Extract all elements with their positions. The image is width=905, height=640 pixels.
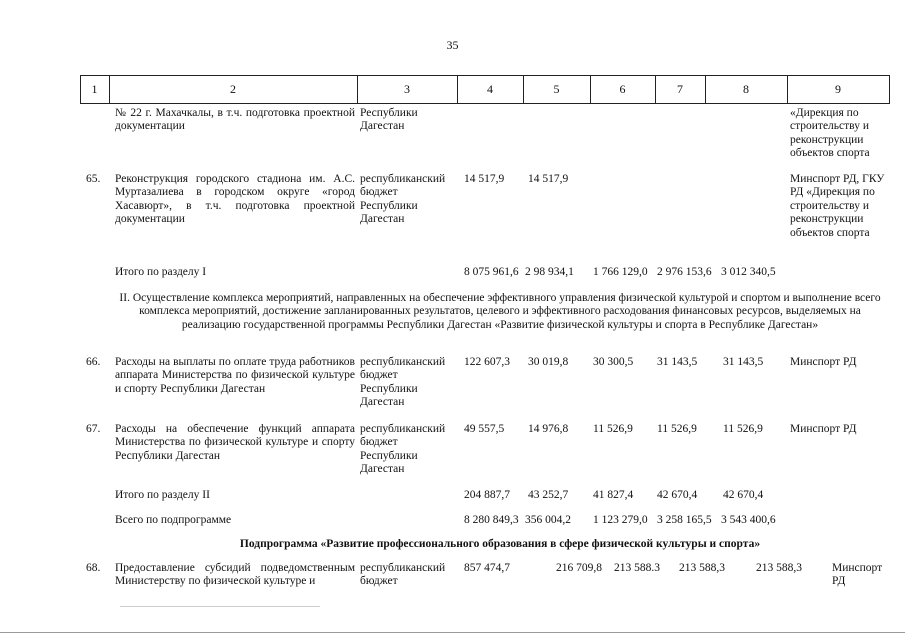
row-66-source: республиканский бюджет Республики Дагестан [360,356,446,409]
row-68-value-6: 213 588.3 [614,562,660,574]
row-66-number: 66. [86,356,101,368]
section-2-heading: II. Осуществление комплекса мероприятий, направленных на обеспечение эффективного управления физической культурой и спортом и выполнение всего комплекса мероприятий, достижение запланированных результатов, целевого и эффективного расходования финансовых ресурсов, выделяемых на реализацию государственной программы Республики Дагестан «Развитие физической культуры и спорта в Республике Дагестан» [119,292,881,331]
header-col-7: 7 [677,82,683,96]
scan-artifact-line [120,606,320,607]
row-65-executor: Минспорт РД, ГКУ РД «Дирекция по строительству и реконструкции объектов спорта [790,173,885,239]
scan-artifact-line [0,632,905,633]
row-65-name: Реконструкция городского стадиона им. А.С. Муртазалиева в городском округе «город Хасавюрт», в т.ч. подготовка проектной документации [115,173,355,226]
row-67-value-5: 14 976,8 [528,423,569,435]
row-68-executor: Минспорт РД [832,562,883,588]
total-section-1-value-7: 2 976 153,6 [657,266,712,278]
row-68-value-7: 213 588,3 [679,562,725,574]
total-subprogram-label: Всего по подпрограмме [115,514,232,526]
row-67-value-7: 11 526,9 [657,423,697,435]
total-subprogram-value-4: 8 280 849,3 [464,514,519,526]
total-subprogram-value-8: 3 543 400,6 [721,514,776,526]
total-subprogram-value-6: 1 123 279,0 [593,514,648,526]
row-67-value-8: 11 526,9 [723,423,763,435]
row-68-value-5: 216 709,8 [556,562,602,574]
row-prev-source: Республики Дагестан [360,107,418,133]
total-section-2-value-5: 43 252,7 [528,489,569,501]
row-68-name: Предоставление субсидий подведомственным Министерству по физической культуре и [115,562,355,588]
header-col-8: 8 [743,82,749,96]
header-col-6: 6 [619,82,626,96]
total-section-1-value-8: 3 012 340,5 [721,266,776,278]
row-66-value-4: 122 607,3 [464,356,510,368]
header-top-border [80,75,890,76]
header-col-9: 9 [835,82,841,96]
row-68-number: 68. [86,562,101,574]
total-subprogram-value-5: 356 004,2 [525,514,571,526]
total-section-1-value-6: 1 766 129,0 [593,266,648,278]
row-66-value-5: 30 019,8 [528,356,569,368]
total-section-2-value-8: 42 670,4 [723,489,764,501]
row-66-value-7: 31 143,5 [657,356,698,368]
row-67-number: 67. [86,423,101,435]
row-67-value-6: 11 526,9 [593,423,633,435]
total-section-1-value-4: 8 075 961,6 [464,266,519,278]
row-67-value-4: 49 557,5 [464,423,505,435]
total-section-1-label: Итого по разделу I [115,266,207,278]
row-67-name: Расходы на обеспечение функций аппарата Министерства по физической культуре и спорту Республики Дагестан [115,423,355,462]
header-col-1: 1 [91,82,98,96]
header-bottom-border [80,103,890,104]
total-section-2-label: Итого по разделу II [115,489,210,501]
page-number: 35 [446,38,459,52]
total-section-2-value-4: 204 887,7 [464,489,510,501]
total-section-1-value-5: 2 98 934,1 [525,266,574,278]
header-col-3: 3 [404,82,410,96]
row-68-value-4: 857 474,7 [464,562,510,574]
row-66-value-6: 30 300,5 [593,356,634,368]
header-col-2: 2 [230,82,236,96]
row-prev-name: № 22 г. Махачкалы, в т.ч. подготовка проектной документации [115,107,355,133]
row-66-name: Расходы на выплаты по оплате труда работников аппарата Министерства по физической культуре и спорту Республики Дагестан [115,356,355,395]
row-67-executor: Минспорт РД [790,423,857,435]
row-prev-executor: «Дирекция по строительству и реконструкции объектов спорта [790,107,870,160]
row-65-value-4: 14 517,9 [464,173,505,185]
row-66-value-8: 31 143,5 [723,356,764,368]
total-section-2-value-7: 42 670,4 [657,489,698,501]
row-67-source: республиканский бюджет Республики Дагестан [360,423,446,476]
header-col-5: 5 [553,82,560,96]
row-65-number: 65. [86,173,101,185]
total-section-2-value-6: 41 827,4 [593,489,634,501]
subprogram-title: Подпрограмма «Развитие профессионального образования в сфере физической культуры и спорта» [239,538,761,550]
header-col-4: 4 [487,82,493,96]
row-65-value-5: 14 517,9 [528,173,569,185]
row-66-executor: Минспорт РД [790,356,857,368]
row-65-source: республиканский бюджет Республики Дагестан [360,173,446,226]
row-68-source: республиканский бюджет [360,562,446,588]
total-subprogram-value-7: 3 258 165,5 [657,514,712,526]
row-68-value-8: 213 588,3 [756,562,802,574]
col-divider [889,75,890,104]
